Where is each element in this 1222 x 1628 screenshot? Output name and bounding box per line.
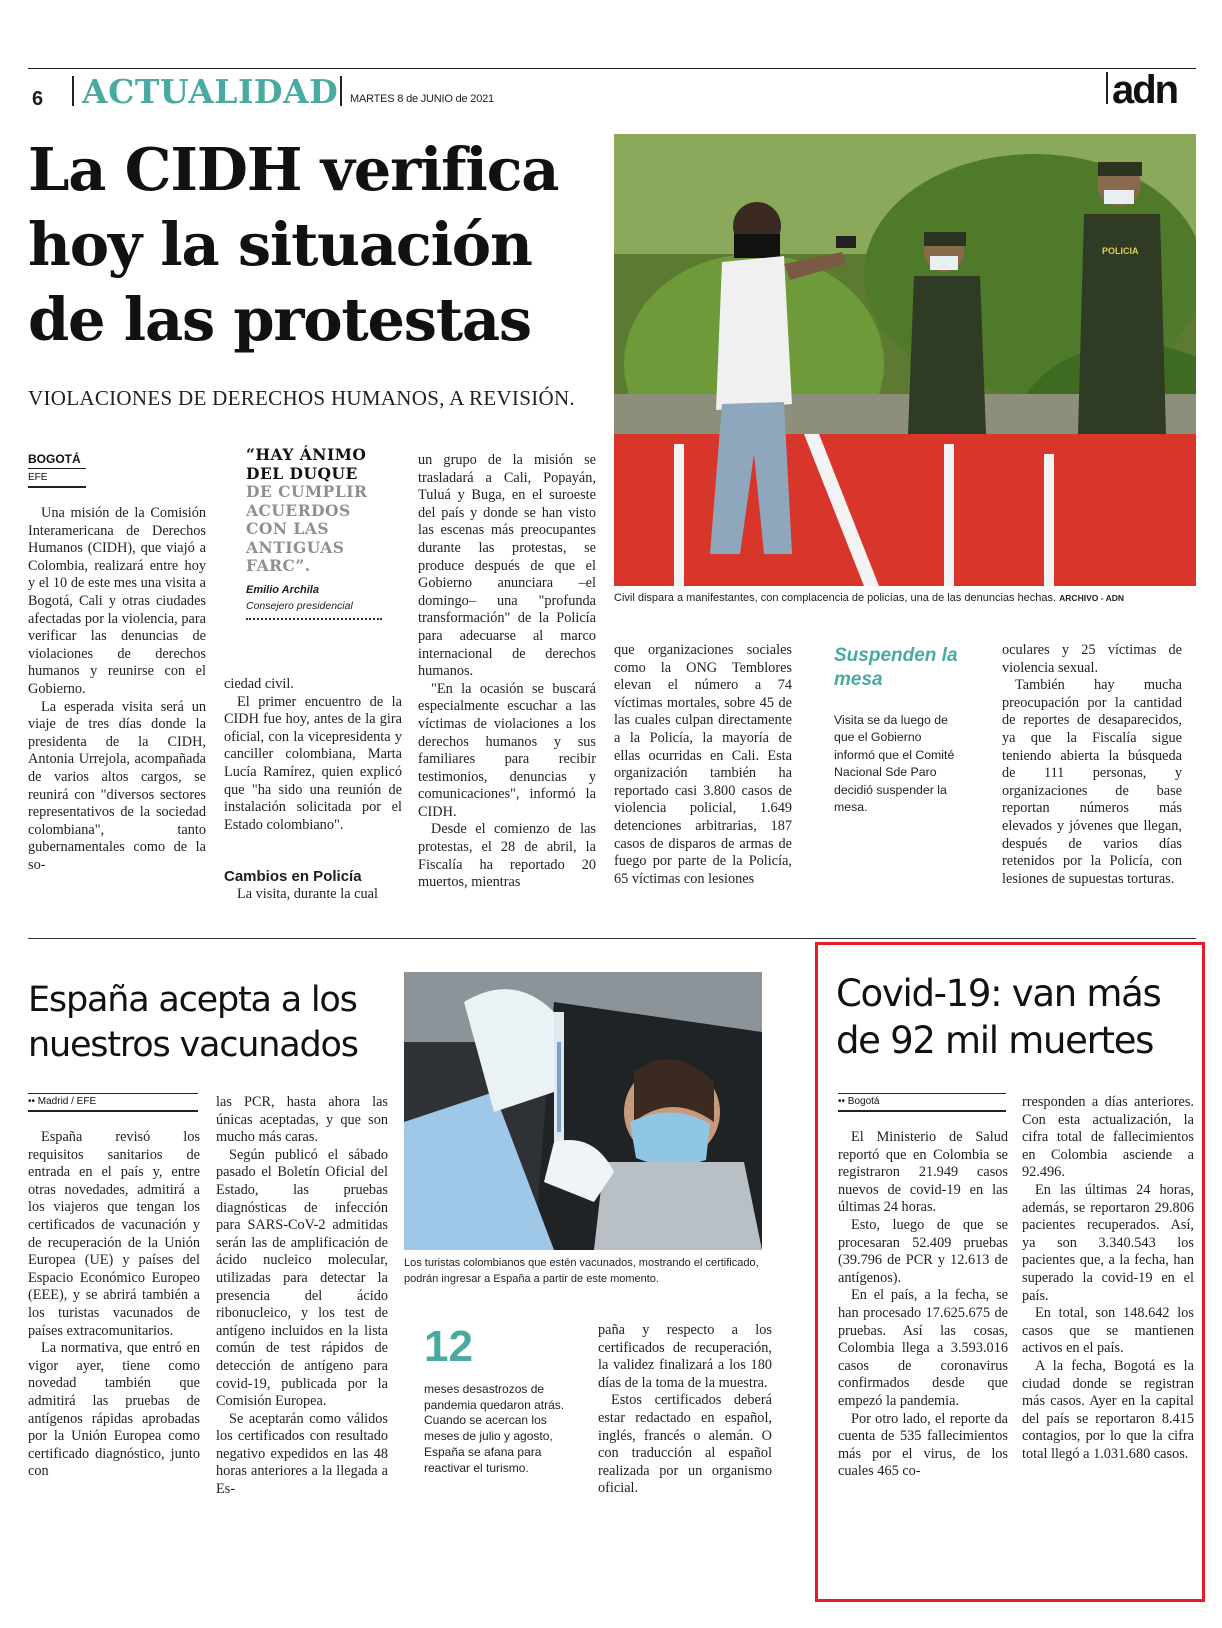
paragraph: La normativa, que entró en vigor ayer, tiene como novedad también que admitirá las pruebas de antígenos rápidas aprobadas por la Unión Europea como certificado diagnóstico, junto con <box>28 1340 200 1480</box>
byline: •• Madrid / EFE <box>28 1096 97 1107</box>
covid-column-2 <box>1022 1094 1194 1463</box>
paragraph: oculares y 25 víctimas de violencia sexual. <box>1002 642 1182 676</box>
quote-lead: “HAY ÁNIMO DEL DUQUE <box>246 445 367 483</box>
paragraph: un grupo de la misión se trasladará a Cali, Popayán, Tuluá y Buga, en el suroeste del país y donde se han visto las escenas más preocupantes durante las protestas, se produce después de que el Gobierno anunciara –el domingo– una "profunda transformación" de la Policía para adecuarse al marco internacional de derechos humanos. <box>418 452 596 680</box>
paragraph: paña y respecto a los certificados de recuperación, la validez finalizará a los 180 días de la toma de la muestra. <box>598 1322 772 1391</box>
paragraph: También hay mucha preocupación por la cantidad de reportes de desaparecidos, ya que la Fiscalía sigue teniendo abierta la búsqueda de 111 personas, y organizaciones de base reportan números más elevados y jóvenes que llegan, después de varios días retenidos por la Policía, con lesiones de supuestas torturas. <box>1002 677 1182 887</box>
sidebar-body: Visita se da luego de que el Gobierno informó que el Comité Nacional Sde Paro decidió suspender la mesa. <box>834 713 955 815</box>
byline-place: BOGOTÁ <box>28 452 81 466</box>
fact-text: meses desastrozos de pandemia quedaron atrás. Cuando se acercan los meses de julio y agosto, España se afana para reactivar el turismo. <box>424 1382 565 1475</box>
spain-column-1 <box>28 1129 200 1481</box>
newspaper-logo: adn <box>1112 68 1178 112</box>
quote-author: Emilio Archila <box>246 584 319 596</box>
headline-spain: España acepta a los nuestros vacunados <box>28 980 358 1065</box>
photo-caption <box>614 592 1196 604</box>
quote-divider <box>246 618 382 620</box>
issue-date: MARTES 8 de JUNIO de 2021 <box>350 93 494 105</box>
byline: •• Bogotá <box>838 1096 880 1107</box>
cidh-column-5 <box>1002 642 1182 888</box>
paragraph: "En la ocasión se buscará especialmente escuchar a las víctimas de violaciones a los derechos humanos y sus familiares para recibir testimonios, denuncias y comunicaciones", informó la CIDH. <box>418 680 596 820</box>
paragraph: Desde el comienzo de las protestas, el 28 de abril, la Fiscalía ha reportado 20 muertos, mientras <box>418 821 596 891</box>
paragraph: Según publicó el sábado pasado el Boletín Oficial del Estado, las pruebas diagnósticas de infección para SARS-CoV-2 admitidas serán las de amplificación de ácido nucleico molecular, utilizadas para detectar la presencia del ácido ribonucleico, y los test de antígeno incluidos en la lista común de test rápidos de detección de antígeno para covid-19, publicada por la Comisión Europea. <box>216 1146 388 1410</box>
byline-rule <box>838 1110 1006 1112</box>
paragraph: ciedad civil. <box>224 676 294 692</box>
protest-photo-graphic <box>614 134 1196 586</box>
vaccine-photo <box>404 972 762 1250</box>
paragraph: Se aceptarán como válidos los certificados con resultado negativo expedidos en las 48 horas anteriores a la llegada a Es- <box>216 1410 388 1498</box>
caption-text: Civil dispara a manifestantes, con complacencia de policías, una de las denuncias hechas. <box>614 592 1057 604</box>
byline-rule <box>28 1093 198 1094</box>
paragraph: En total, son 148.642 los casos que se mantienen activos en el país. <box>1022 1305 1194 1357</box>
cidh-column-3 <box>418 452 596 892</box>
cidh-column-2 <box>224 676 402 834</box>
spain-column-3 <box>598 1322 772 1498</box>
paragraph: Por otro lado, el reporte da cuenta de 535 fallecimientos más por el virus, de los cuales 465 co- <box>838 1410 1008 1480</box>
paragraph: El primer encuentro de la CIDH fue hoy, antes de la gira oficial, con la vicepresidenta y canciller colombiana, Marta Lucía Ramírez, quien explicó que "ha sido una reunión de instalación solicitada por el Estado colombiano". <box>224 693 402 833</box>
vaccine-photo-graphic <box>404 972 762 1250</box>
photo-credit: ARCHIVO - ADN <box>1059 593 1125 603</box>
byline-rule <box>28 486 86 488</box>
cidh-column-1 <box>28 505 206 874</box>
paragraph: Esto, luego de que se procesaran 52.409 pruebas (39.796 de PCR y 12.613 de antígenos). <box>838 1216 1008 1286</box>
quote-rest: DE CUMPLIR ACUERDOS CON LAS ANTIGUAS FARC”. <box>246 482 368 575</box>
paragraph: La visita, durante la cual <box>237 886 378 902</box>
header-divider <box>72 76 74 106</box>
page-number: 6 <box>32 88 44 110</box>
sidebar-title: Suspenden la mesa <box>834 645 958 690</box>
paragraph: El Ministerio de Salud reportó que en Colombia se registraron 21.949 casos nuevos de covid-19 en las últimas 24 horas. <box>838 1129 1008 1216</box>
paragraph: En el país, a la fecha, se han procesado 17.625.675 de pruebas. Así las cosas, Colombia llega a 3.593.016 casos de coronavirus confirmados desde que empezó la pandemia. <box>838 1287 1008 1409</box>
cidh-column-2-continued <box>224 886 402 904</box>
byline-rule <box>28 1110 198 1112</box>
byline-agency: EFE <box>28 472 48 483</box>
fact-number: 12 <box>424 1322 473 1371</box>
headline-cidh: La CIDH verifica hoy la situación de las protestas <box>28 135 559 354</box>
header-divider <box>340 76 342 106</box>
subhead: Cambios en Policía <box>224 868 362 885</box>
paragraph: Estos certificados deberá estar redactado en español, inglés, francés o alemán. O con traducción al español realizada por un organismo oficial. <box>598 1392 772 1497</box>
spain-column-2 <box>216 1094 388 1499</box>
photo-caption: Los turistas colombianos que estén vacunados, mostrando el certificado, podrán ingresar a España a partir de este momento. <box>404 1257 759 1285</box>
svg-text:POLICIA: POLICIA <box>1102 246 1139 256</box>
section-divider <box>28 938 1196 939</box>
header-divider <box>1106 72 1108 104</box>
headline-covid: Covid-19: van más de 92 mil muertes <box>836 972 1161 1062</box>
paragraph: A la fecha, Bogotá es la ciudad donde se registran más casos. Ayer en la capital del país se reportaron 8.415 contagios, por lo que la cifra total llegó a 1.031.680 casos. <box>1022 1357 1194 1462</box>
section-title: ACTUALIDAD <box>82 72 339 111</box>
header-rule <box>28 68 1196 69</box>
paragraph: las PCR, hasta ahora las únicas aceptadas, y que son mucho más caras. <box>216 1094 388 1146</box>
paragraph: España revisó los requisitos sanitarios de entrada en el país y, entre otras novedades, admitirá a los viajeros que tengan los certificados de vacunación y de recuperación de la Unión Europea (UE) y países del Espacio Económico Europeo (EEE), y se abrirá también a los turistas vacunados de países extracomunitarios. <box>28 1129 200 1339</box>
cidh-column-4 <box>614 642 792 888</box>
paragraph: rresponden a días anteriores. Con esta actualización, la cifra total de fallecimientos en Colombia asciende a 92.496. <box>1022 1094 1194 1181</box>
pull-quote <box>246 446 396 576</box>
subtitle-cidh: VIOLACIONES DE DERECHOS HUMANOS, A REVISIÓN. <box>28 386 575 410</box>
quote-role: Consejero presidencial <box>246 600 353 612</box>
byline-rule <box>28 468 86 469</box>
covid-column-1 <box>838 1129 1008 1481</box>
protest-photo <box>614 134 1196 586</box>
byline-rule <box>838 1093 1006 1094</box>
paragraph: La esperada visita será un viaje de tres días donde la presidenta de la CIDH, Antonia Urrejola, acompañada de varios altos cargos, se reunirá con "diversos sectores representativos de la sociedad colombiana", tanto gubernamentales como de la so- <box>28 698 206 873</box>
paragraph: Una misión de la Comisión Interamericana de Derechos Humanos (CIDH), que viajó a Colombia, realizará entre hoy y el 10 de este mes una visita a Bogotá, Cali y otras ciudades afectadas por la violencia, para verificar las denuncias de violaciones de derechos humanos y reunirse con el Gobierno. <box>28 505 206 697</box>
paragraph: En las últimas 24 horas, además, se reportaron 29.806 pacientes recuperados. Así, ya son 3.340.543 los pacientes que, a la fecha, han superado la covid-19 en el país. <box>1022 1181 1194 1304</box>
paragraph: que organizaciones sociales como la ONG Temblores elevan el número a 74 víctimas mortales, sobre 45 de las cuales culpan directamente a la Policía, la mayoría de ellas ocurridas en Cali. Esta organización también ha reportado casi 3.800 casos de violencia policial, 1.649 detenciones arbitrarias, 187 casos de disparos de armas de fuego por parte de la Policía, 65 víctimas con lesiones <box>614 642 792 887</box>
